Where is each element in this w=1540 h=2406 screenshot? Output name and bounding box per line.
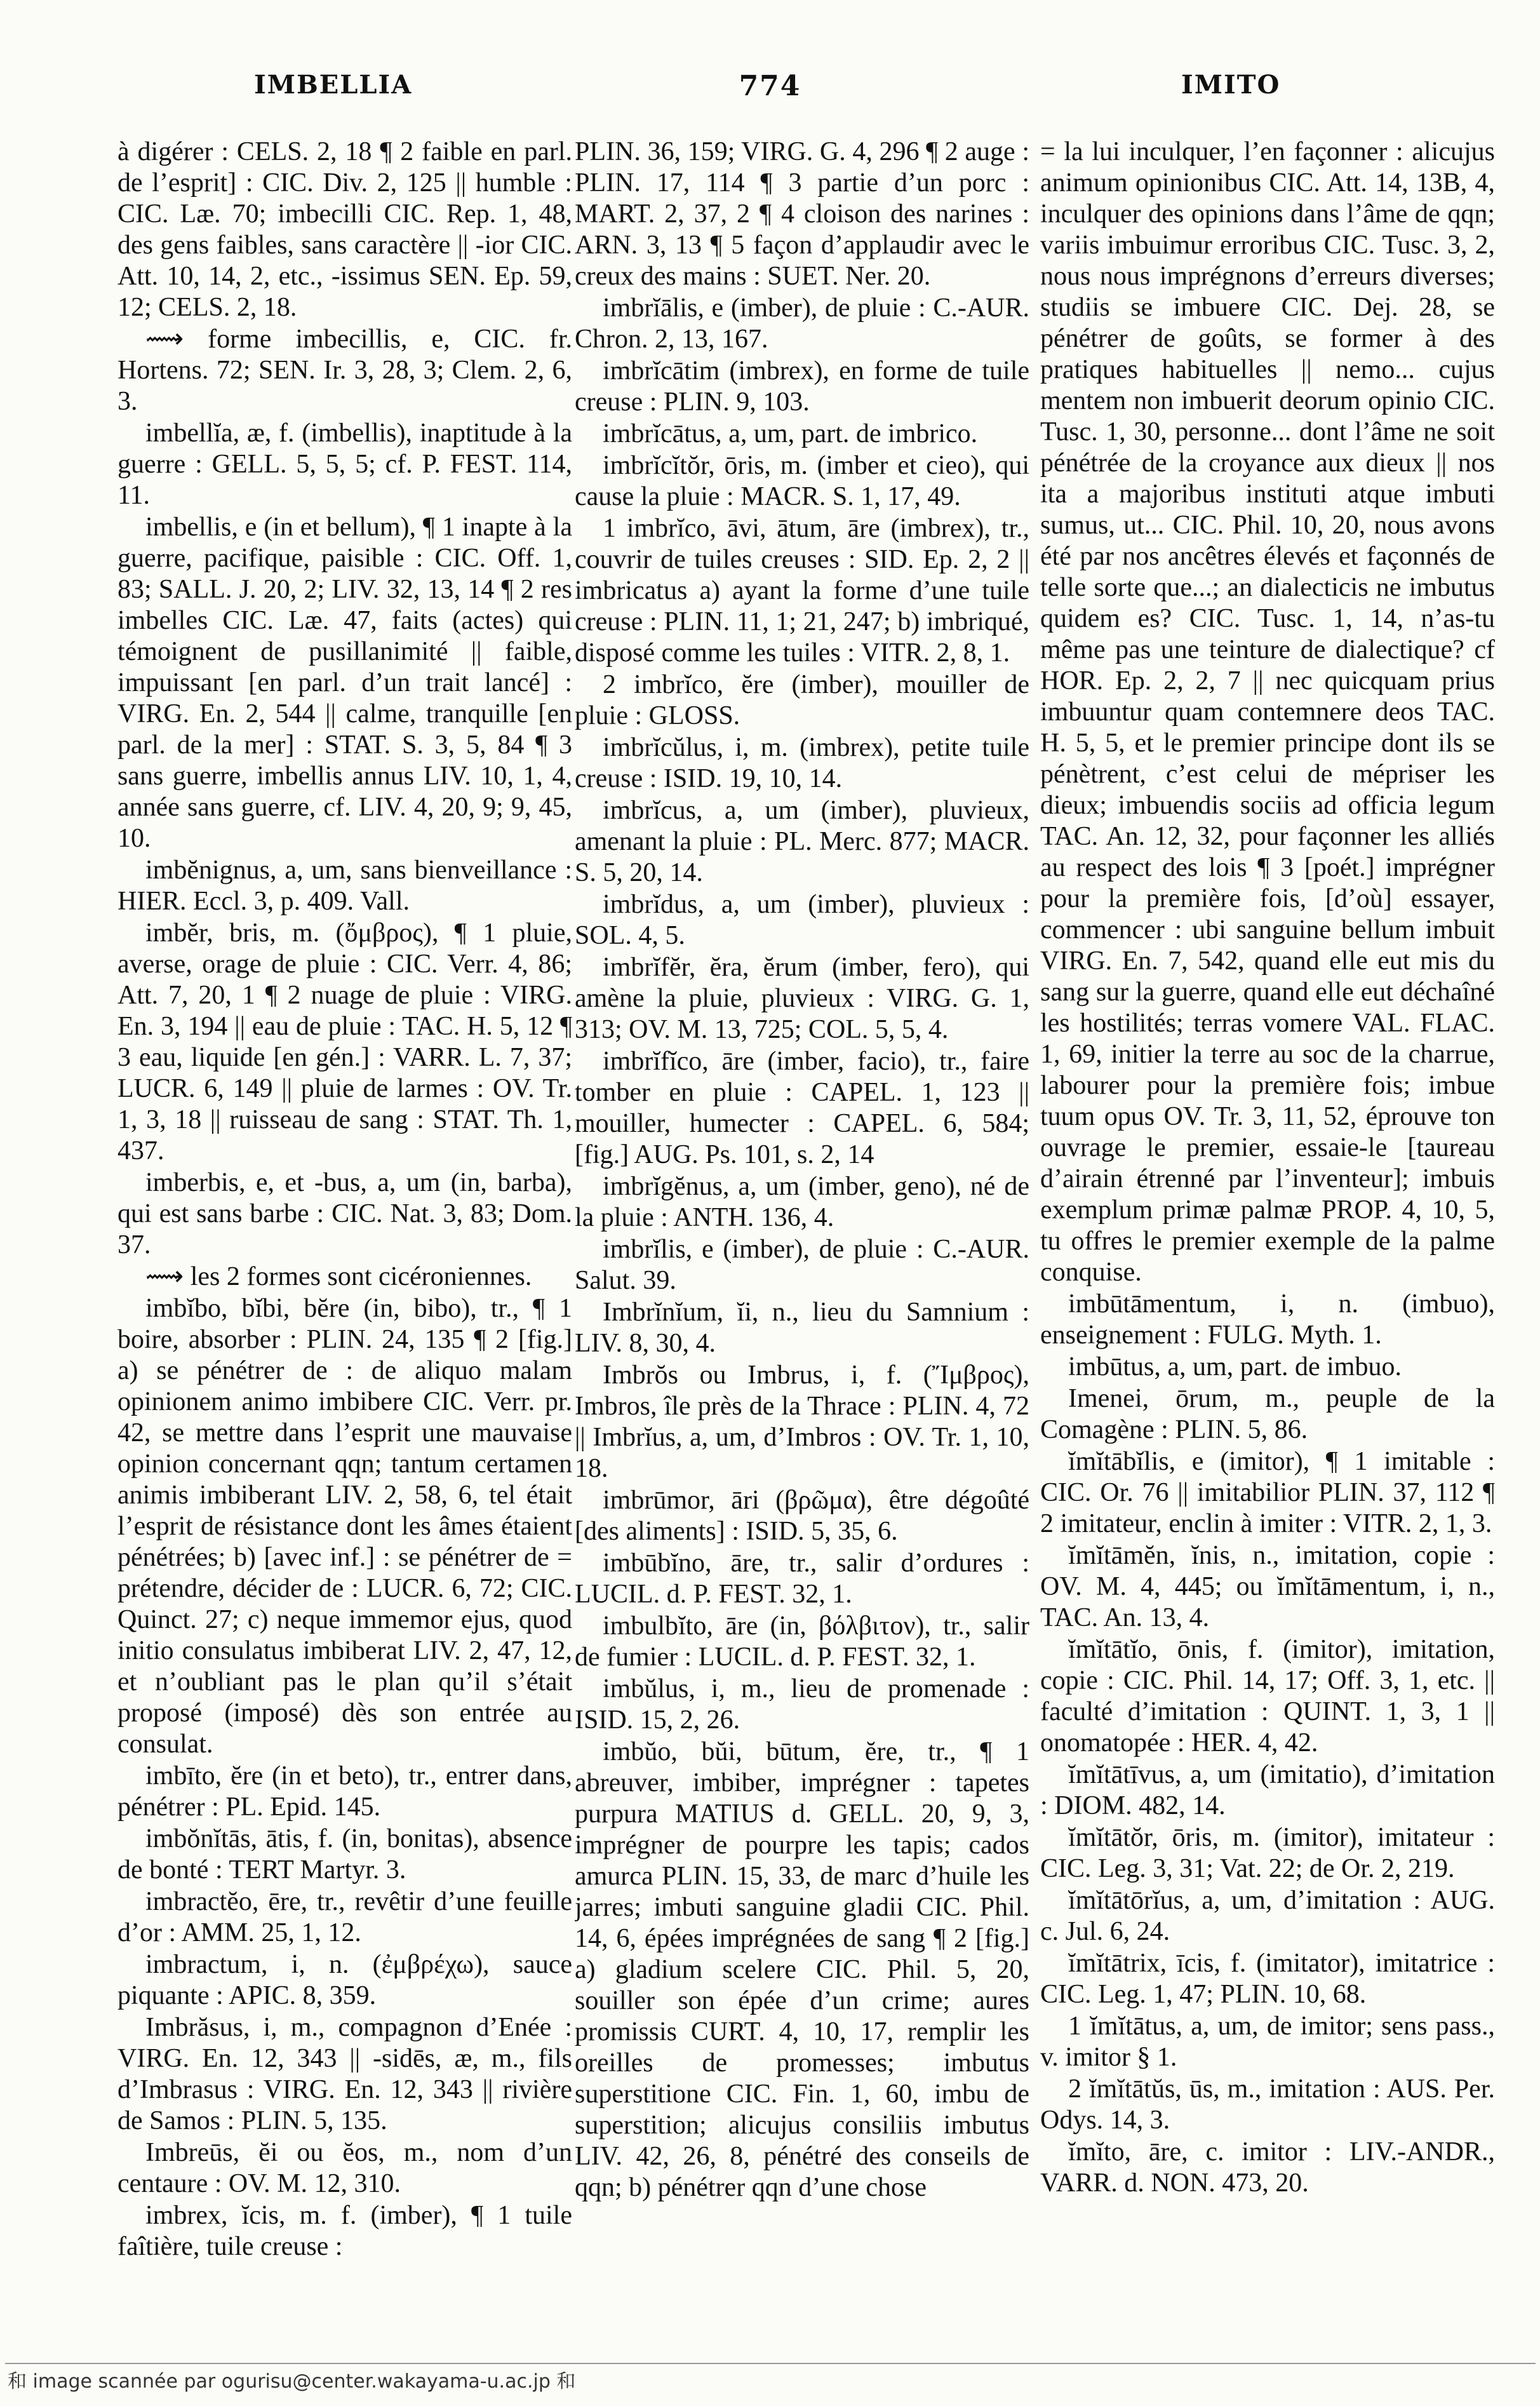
dictionary-entry: imbrūmor, āri (βρῶμα), être dégoûté [des aliments] : ISID. 5, 35, 6. [575, 1486, 1029, 1546]
dictionary-entry: ⟿ forme imbecillis, e, CIC. fr. Hortens. 72; SEN. Ir. 3, 28, 3; Clem. 2, 6, 3. [117, 325, 572, 416]
dictionary-entry: imbrex, ĭcis, m. f. (imber), ¶ 1 tuile faîtière, tuile creuse : [117, 2201, 572, 2261]
dictionary-entry: imbractĕo, ēre, tr., revêtir d’une feuille d’or : AMM. 25, 1, 12. [117, 1887, 572, 1947]
dictionary-entry: imbrĭcŭlus, i, m. (imbrex), petite tuile creuse : ISID. 19, 10, 14. [575, 733, 1029, 793]
dictionary-entry: à digérer : CELS. 2, 18 ¶ 2 faible en parl. de l’esprit] : CIC. Div. 2, 125 || humble : CIC. Læ. 70; imbecilli CIC. Rep. 1, 48, des gens faibles, sans caractère || -ior CIC. Att. 10, 14, 2, etc., -issimus SEN. Ep. 59, 12; CELS. 2, 18. [117, 137, 572, 322]
dictionary-entry: 1 imbrĭco, āvi, ātum, āre (imbrex), tr., couvrir de tuiles creuses : SID. Ep. 2, 2 || imbricatus a) ayant la forme d’une tuile creuse : PLIN. 11, 1; 21, 247; b) imbriqué, disposé comme les tuiles : VITR. 2, 8, 1. [575, 514, 1029, 668]
dictionary-entry: Imenei, ōrum, m., peuple de la Comagène : PLIN. 5, 86. [1040, 1384, 1495, 1444]
dictionary-entry: imbūbĭno, āre, tr., salir d’ordures : LUCIL. d. P. FEST. 32, 1. [575, 1549, 1029, 1609]
dictionary-entry: imbĕnignus, a, um, sans bienveillance : HIER. Eccl. 3, p. 409. Vall. [117, 856, 572, 916]
dictionary-entry: imbrĭfĕr, ĕra, ĕrum (imber, fero), qui amène la pluie, pluvieux : VIRG. G. 1, 313; OV. M. 13, 725; COL. 5, 5, 4. [575, 953, 1029, 1044]
page-number: 774 [739, 70, 801, 102]
column-1 [117, 137, 572, 2315]
dictionary-entry: imbrĭcĭtŏr, ōris, m. (imber et cieo), qui cause la pluie : MACR. S. 1, 17, 49. [575, 451, 1029, 511]
dictionary-entry: imbulbĭto, āre (in, βόλβιτον), tr., salir de fumier : LUCIL. d. P. FEST. 32, 1. [575, 1611, 1029, 1672]
dictionary-entry: imbūtāmentum, i, n. (imbuo), enseignement : FULG. Myth. 1. [1040, 1289, 1495, 1350]
scan-footer [5, 2363, 1536, 2402]
dictionary-entry: ĭmĭtātĭo, ōnis, f. (imitor), imitation, copie : CIC. Phil. 14, 17; Off. 3, 1, etc. || faculté d’imitation : QUINT. 1, 3, 1 || onomatopée : HER. 4, 42. [1040, 1635, 1495, 1757]
dictionary-entry: ĭmĭtātīvus, a, um (imitatio), d’imitation : DIOM. 482, 14. [1040, 1760, 1495, 1820]
dictionary-entry: imbrĭgĕnus, a, um (imber, geno), né de la pluie : ANTH. 136, 4. [575, 1172, 1029, 1232]
dictionary-entry: imbrĭfĭco, āre (imber, facio), tr., faire tomber en pluie : CAPEL. 1, 123 || mouiller, humecter : CAPEL. 6, 584; [fig.] AUG. Ps. 101, s. 2, 14 [575, 1047, 1029, 1169]
dictionary-entry: ĭmĭtāmĕn, ĭnis, n., imitation, copie : OV. M. 4, 445; ou ĭmĭtāmentum, i, n., TAC. An. 13, 4. [1040, 1541, 1495, 1632]
dictionary-entry: Imbrŏs ou Imbrus, i, f. (Ἴμβρος), Imbros, île près de la Thrace : PLIN. 4, 72 || Imbrĭus, a, um, d’Imbros : OV. Tr. 1, 10, 18. [575, 1361, 1029, 1483]
running-head [0, 70, 1540, 121]
dictionary-entry: imbrĭdus, a, um (imber), pluvieux : SOL. 4, 5. [575, 890, 1029, 950]
dictionary-entry: imbractum, i, n. (ἐμβρέχω), sauce piquante : APIC. 8, 359. [117, 1950, 572, 2010]
dictionary-entry: imbrĭcātus, a, um, part. de imbrico. [603, 419, 978, 448]
dictionary-entry: imbrĭlis, e (imber), de pluie : C.-AUR. Salut. 39. [575, 1235, 1029, 1295]
dictionary-entry: imbrĭcātim (imbrex), en forme de tuile creuse : PLIN. 9, 103. [575, 356, 1029, 417]
dictionary-entry: imberbis, e, et -bus, a, um (in, barba), qui est sans barbe : CIC. Nat. 3, 83; Dom. 37. [117, 1168, 572, 1260]
dictionary-entry: imbellĭa, æ, f. (imbellis), inaptitude à la guerre : GELL. 5, 5, 5; cf. P. FEST. 114, 11. [117, 419, 572, 510]
dictionary-entry: imbrĭālis, e (imber), de pluie : C.-AUR. Chron. 2, 13, 167. [575, 293, 1029, 354]
header-first-word: IMBELLIA [254, 70, 413, 100]
dictionary-entry: 2 ĭmĭtātŭs, ūs, m., imitation : AUS. Per. Odys. 14, 3. [1040, 2074, 1495, 2135]
dictionary-entry: imbŭlus, i, m., lieu de promenade : ISID. 15, 2, 26. [575, 1674, 1029, 1735]
dictionary-entry: ⟿ les 2 formes sont cicéroniennes. [145, 1262, 532, 1291]
dictionary-entry: imbūtus, a, um, part. de imbuo. [1068, 1352, 1402, 1381]
dictionary-entry: imbrĭcus, a, um (imber), pluvieux, amenant la pluie : PL. Merc. 877; MACR. S. 5, 20, 14. [575, 796, 1029, 887]
header-last-word: IMITO [1181, 70, 1281, 100]
dictionary-entry: ĭmĭtātŏr, ōris, m. (imitor), imitateur : CIC. Leg. 3, 31; Vat. 22; de Or. 2, 219. [1040, 1823, 1495, 1883]
column-3 [1040, 137, 1495, 2315]
dictionary-entry: imbīto, ĕre (in et beto), tr., entrer dans, pénétrer : PL. Epid. 145. [117, 1761, 572, 1822]
dictionary-entry: imbŭo, bŭi, būtum, ĕre, tr., ¶ 1 abreuver, imbiber, imprégner : tapetes purpura MATIUS d. GELL. 20, 9, 3, imprégner de pourpre les tapis; cados amurca PLIN. 15, 33, de marc d’huile les jarres; imbuti sanguine gladii CIC. Phil. 14, 6, épées imprégnées de sang ¶ 2 [fig.] a) gladium scelere CIC. Phil. 5, 20, souiller son épée d’un crime; aures promissis CURT. 4, 10, 17, remplir les oreilles de promesses; imbutus superstitione CIC. Fin. 1, 60, imbu de superstition; alicujus consiliis imbutus LIV. 42, 26, 8, pénétré des conseils de qqn; b) pénétrer qqn d’une chose [575, 1737, 1029, 2202]
dictionary-entry: ĭmĭto, āre, c. imitor : LIV.-ANDR., VARR. d. NON. 473, 20. [1040, 2137, 1495, 2198]
dictionary-entry: = la lui inculquer, l’en façonner : alicujus animum opinionibus CIC. Att. 14, 13B, 4, inculquer des opinions dans l’âme de qqn; variis imbuimur erroribus CIC. Tusc. 3, 2, nous nous imprégnons d’erreurs diverses; studiis se imbuere CIC. Dej. 28, se pénétrer de goûts, se former à des pratiques habituelles || nemo... cujus mentem non imbuerit deorum opinio CIC. Tusc. 1, 30, personne... dont l’âme ne soit pénétrée de la croyance aux dieux || nos ita a majoribus instituti atque imbuti sumus, ut... CIC. Phil. 10, 20, nous avons été par nos ancêtres élevés et façonnés de telle sorte que...; an dialecticis ne imbutus quidem es? CIC. Tusc. 1, 14, n’as-tu même pas une teinture de dialectique? cf HOR. Ep. 2, 2, 7 || nec quicquam prius imbuuntur quam contemnere deos TAC. H. 5, 5, et le premier principe dont ils se pénètrent, c’est celui de mépriser les dieux; imbuendis sociis ad officia legum TAC. An. 12, 32, pour façonner les alliés au respect des lois ¶ 3 [poét.] imprégner pour la première fois, [d’où] essayer, commencer : ubi sanguine bellum imbuit VIRG. En. 7, 542, quand elle eut mis du sang sur la guerre, quand elle eut déchaîné les hostilités; terras vomere VAL. FLAC. 1, 69, initier la terre au soc de la charrue, labourer pour la première fois; imbue tuum opus OV. Tr. 3, 11, 52, éprouve ton ouvrage le premier, essaie-le [taureau d’airain étrenné par l’inventeur]; imbuis exemplum primæ palmæ PROP. 4, 10, 5, tu offres le premier exemple de la palme conquise. [1040, 137, 1495, 1287]
dictionary-entry: PLIN. 36, 159; VIRG. G. 4, 296 ¶ 2 auge : PLIN. 17, 114 ¶ 3 partie d’un porc : MART. 2, 37, 2 ¶ 4 cloison des narines : ARN. 3, 13 ¶ 5 façon d’applaudir avec le creux des mains : SUET. Ner. 20. [575, 137, 1029, 291]
scan-credit: 和 image scannée par ogurisu@center.wakayama-u.ac.jp 和 [8, 2370, 576, 2393]
dictionary-entry: Imbrăsus, i, m., compagnon d’Enée : VIRG. En. 12, 343 || -sidēs, æ, m., fils d’Imbrasus : VIRG. En. 12, 343 || rivière de Samos : PLIN. 5, 135. [117, 2013, 572, 2135]
dictionary-entry: imbĕr, bris, m. (ὄμβρος), ¶ 1 pluie, averse, orage de pluie : CIC. Verr. 4, 86; Att. 7, 20, 1 ¶ 2 nuage de pluie : VIRG. En. 3, 194 || eau de pluie : TAC. H. 5, 12 ¶ 3 eau, liquide [en gén.] : VARR. L. 7, 37; LUCR. 6, 149 || pluie de larmes : OV. Tr. 1, 3, 18 || ruisseau de sang : STAT. Th. 1, 437. [117, 918, 572, 1166]
dictionary-entry: 1 ĭmĭtātus, a, um, de imitor; sens pass., v. imitor § 1. [1040, 2012, 1495, 2072]
dictionary-entry: imbŏnĭtās, ātis, f. (in, bonitas), absence de bonté : TERT Martyr. 3. [117, 1824, 572, 1885]
dictionary-entry: imbellis, e (in et bellum), ¶ 1 inapte à la guerre, pacifique, paisible : CIC. Off. 1, 83; SALL. J. 20, 2; LIV. 32, 13, 14 ¶ 2 res imbelles CIC. Læ. 47, faits (actes) qui témoignent de pusillanimité || faible, impuissant [en parl. d’un trait lancé] : VIRG. En. 2, 544 || calme, tranquille [en parl. de la mer] : STAT. S. 3, 5, 84 ¶ 3 sans guerre, imbellis annus LIV. 10, 1, 4, année sans guerre, cf. LIV. 4, 20, 9; 9, 45, 10. [117, 513, 572, 853]
dictionary-entry: ĭmĭtābĭlis, e (imitor), ¶ 1 imitable : CIC. Or. 76 || imitabilior PLIN. 37, 112 ¶ 2 imitateur, enclin à imiter : VITR. 2, 1, 3. [1040, 1447, 1495, 1538]
column-2 [575, 137, 1029, 2315]
dictionary-entry: 2 imbrĭco, ĕre (imber), mouiller de pluie : GLOSS. [575, 670, 1029, 730]
dictionary-entry: Imbrĭnĭum, ĭi, n., lieu du Samnium : LIV. 8, 30, 4. [575, 1298, 1029, 1358]
dictionary-entry: ĭmĭtātōrĭus, a, um, d’imitation : AUG. c. Jul. 6, 24. [1040, 1886, 1495, 1946]
dictionary-entry: Imbreūs, ĕi ou ĕos, m., nom d’un centaure : OV. M. 12, 310. [117, 2138, 572, 2198]
dictionary-entry: ĭmĭtātrix, īcis, f. (imitator), imitatrice : CIC. Leg. 1, 47; PLIN. 10, 68. [1040, 1949, 1495, 2009]
dictionary-entry: imbĭbo, bĭbi, bĕre (in, bibo), tr., ¶ 1 boire, absorber : PLIN. 24, 135 ¶ 2 [fig.] a) se pénétrer de : de aliquo malam opinionem animo imbibere CIC. Verr. pr. 42, se mettre dans l’esprit une mauvaise opinion concernant qqn; tantum certamen animis imbiberant LIV. 2, 58, 6, tel était l’esprit de résistance dont les âmes étaient pénétrées; b) [avec inf.] : se pénétrer de = prétendre, décider de : LUCR. 6, 72; CIC. Quinct. 27; c) neque immemor ejus, quod initio consulatus imbiberat LIV. 2, 47, 12, et n’oubliant pas le plan qu’il s’était proposé (imposé) dès son entrée au consulat. [117, 1294, 572, 1759]
